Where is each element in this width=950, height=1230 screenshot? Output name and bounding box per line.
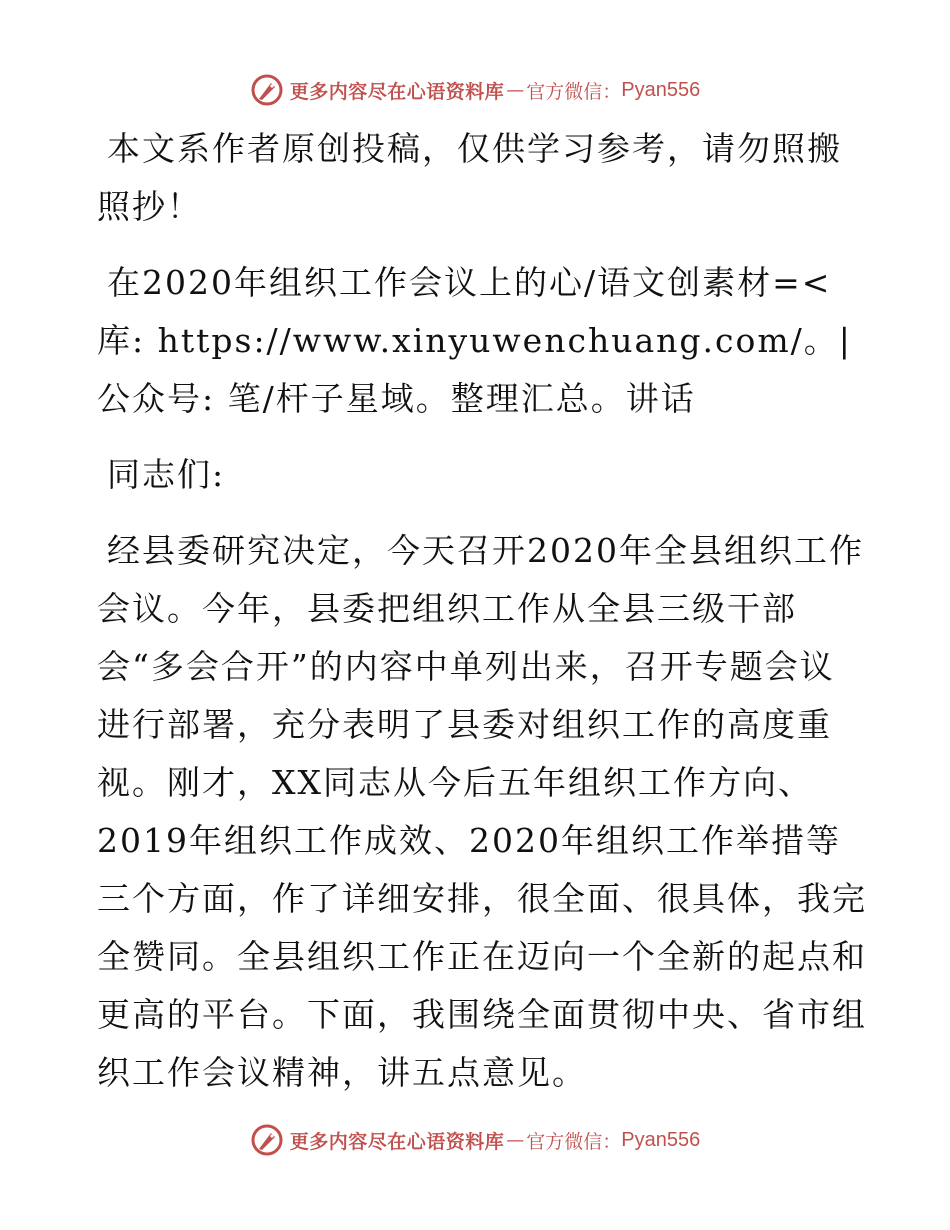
pen-nib-logo-icon (250, 1123, 284, 1157)
pen-nib-logo-icon (250, 73, 284, 107)
header-banner (0, 70, 950, 110)
body-paragraph: 经县委研究决定，今天召开2020年全县组织工作会议。今年，县委把组织工作从全县三级干部会“多会合开”的内容中单列出来，召开专题会议进行部署，充分表明了县委对组织工作的高度重视。刚才，XX同志从今后五年组织工作方向、2019年组织工作成效、2020年组织工作举措等三个方面，作了详细安排，很全面、很具体，我完全赞同。全县组织工作正在迈向一个全新的起点和更高的平台。下面，我围绕全面贯彻中央、省市组织工作会议精神，讲五点意见。 (97, 531, 867, 1092)
banner-main-text: 更多内容尽在心语资料库 (289, 1130, 505, 1153)
disclaimer-paragraph: 本文系作者原创投稿，仅供学习参考，请勿照搬照抄！ (97, 129, 842, 226)
banner-wechat-label: 官方微信： (526, 1130, 622, 1153)
salutation-paragraph: 同志们: (107, 455, 226, 494)
document-body (97, 120, 867, 1120)
footer-banner (0, 1120, 950, 1160)
banner-separator: — (506, 79, 525, 101)
banner-main-text: 更多内容尽在心语资料库 (289, 80, 505, 103)
banner-wechat-label: 官方微信： (526, 80, 622, 103)
banner-wechat-id: Pyan556 (621, 78, 701, 101)
banner-wechat-id: Pyan556 (621, 1128, 701, 1151)
title-paragraph: 在2020年组织工作会议上的心/语文创素材=<库: https://www.xinyuwenchuang.com/。|公众号: 笔/杆子星域。整理汇总。讲话 (97, 263, 852, 418)
banner-separator: — (506, 1129, 525, 1151)
